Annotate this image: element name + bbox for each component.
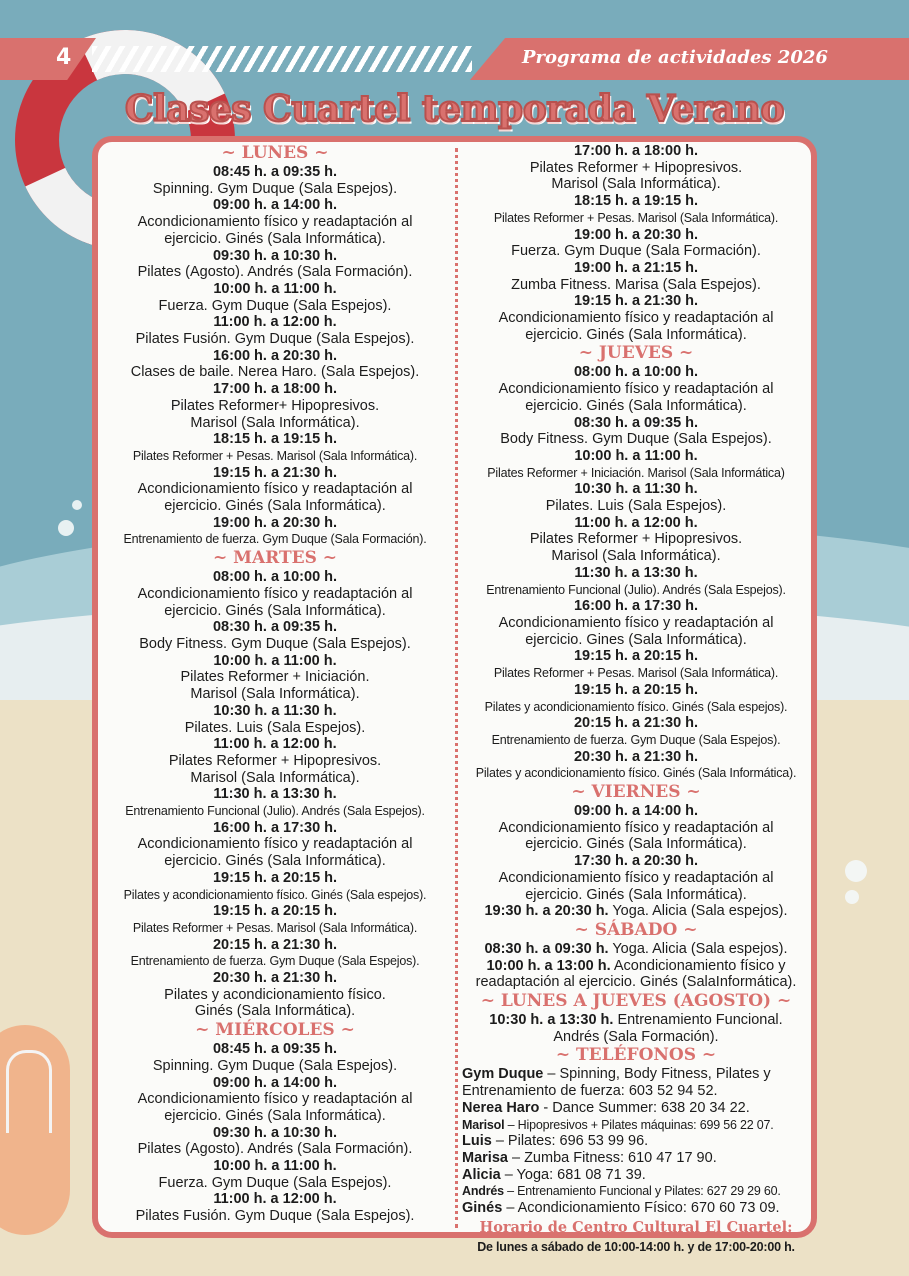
page-number: 4: [56, 45, 72, 70]
time-slot: 10:30 h. a 13:30 h.: [489, 1012, 614, 1029]
bubble-icon: [58, 520, 74, 536]
contact-line: [462, 1117, 810, 1134]
activity-line: Pilates Reformer + Hipopresivos.: [168, 752, 382, 769]
time-slot: 09:00 h. a 14:00 h.: [212, 1074, 338, 1091]
time-slot: 10:30 h. a 11:30 h.: [213, 702, 337, 719]
time-slot: 11:30 h. a 13:30 h.: [574, 564, 698, 581]
header-bar: [0, 38, 909, 80]
time-slot: 10:00 h. a 11:00 h.: [213, 652, 337, 669]
line-text: – Hipopresivos + Pilates máquinas: 699 56 22 07.: [504, 1117, 774, 1132]
time-slot: 16:00 h. a 20:30 h.: [212, 347, 338, 364]
activity-line: ejercicio. Gines (Sala Informática).: [525, 631, 747, 648]
activity-line: Pilates y acondicionamiento físico. Ginés (Sala espejos).: [123, 887, 427, 902]
time-slot: 19:15 h. a 21:30 h.: [212, 464, 338, 481]
activity-line: Entrenamiento de fuerza. Gym Duque (Sala Formación).: [123, 532, 427, 547]
time-slot: 09:00 h. a 14:00 h.: [212, 197, 338, 214]
time-slot: 16:00 h. a 17:30 h.: [573, 598, 699, 615]
decorative-stripes: [92, 46, 472, 72]
time-slot: 17:00 h. a 18:00 h.: [212, 381, 338, 398]
time-slot: 17:30 h. a 20:30 h.: [573, 853, 699, 870]
time-slot: 20:30 h. a 21:30 h.: [212, 970, 338, 987]
flipflop-strap-icon: [6, 1050, 52, 1133]
activity-line: ejercicio. Ginés (Sala Informática).: [164, 1107, 386, 1124]
time-slot: 09:00 h. a 14:00 h.: [573, 803, 699, 820]
activity-line: Entrenamiento de fuerza. Gym Duque (Sala Espejos).: [491, 732, 781, 747]
activity-line: Acondicionamiento físico y readaptación al: [498, 819, 774, 836]
bubble-icon: [72, 500, 82, 510]
column-divider: [455, 148, 458, 1228]
time-slot: 20:15 h. a 21:30 h.: [573, 715, 699, 732]
contact-line: [462, 1066, 810, 1083]
activity-line: Zumba Fitness. Marisa (Sala Espejos).: [511, 276, 761, 293]
activity-line: Pilates y acondicionamiento físico. Ginés (Sala Informática).: [475, 766, 797, 781]
schedule-right-column: [462, 143, 810, 1255]
time-slot: 10:00 h. a 11:00 h.: [213, 1158, 337, 1175]
time-slot: 19:00 h. a 21:15 h.: [573, 259, 699, 276]
day-heading: ~ MIÉRCOLES ~: [195, 1020, 355, 1041]
time-slot: 19:15 h. a 20:15 h.: [573, 648, 699, 665]
line-text: – Pilates: 696 53 99 96.: [491, 1133, 649, 1150]
time-slot: 19:15 h. a 21:30 h.: [573, 293, 699, 310]
day-heading: ~ SÁBADO ~: [574, 919, 698, 940]
activity-line: Pilates (Agosto). Andrés (Sala Formación).: [137, 1141, 413, 1158]
activity-line: Fuerza. Gym Duque (Sala Espejos).: [158, 1174, 392, 1191]
program-title: Programa de actividades 2026: [522, 47, 828, 68]
activity-line: Acondicionamiento físico y readaptación al: [137, 836, 413, 853]
activity-line: Pilates Reformer + Pesas. Marisol (Sala Informática).: [493, 666, 779, 681]
line-text: - Dance Summer: 638 20 34 22.: [539, 1099, 750, 1116]
activity-line: Pilates Fusión. Gym Duque (Sala Espejos).: [135, 331, 415, 348]
activity-line: Pilates Reformer + Pesas. Marisol (Sala Informática).: [132, 448, 418, 463]
time-slot: 08:30 h. a 09:35 h.: [573, 414, 699, 431]
activity-line: ejercicio. Ginés (Sala Informática).: [164, 498, 386, 515]
time-slot: 10:30 h. a 11:30 h.: [574, 481, 698, 498]
activity-line: Pilates (Agosto). Andrés (Sala Formación).: [137, 264, 413, 281]
time-slot: 11:00 h. a 12:00 h.: [213, 736, 337, 753]
day-heading: ~ JUEVES ~: [578, 343, 694, 364]
contact-name: Andrés: [462, 1184, 504, 1199]
time-slot: 11:00 h. a 12:00 h.: [213, 314, 337, 331]
activity-line: ejercicio. Ginés (Sala Informática).: [164, 853, 386, 870]
schedule-left-column: [100, 143, 450, 1225]
activity-line: Pilates y acondicionamiento físico. Ginés (Sala espejos).: [484, 699, 788, 714]
day-heading: ~ VIERNES ~: [571, 782, 701, 803]
hours-text: De lunes a sábado de 10:00-14:00 h. y de 17:00-20:00 h.: [477, 1239, 795, 1254]
contact-name: Luis: [462, 1133, 492, 1150]
day-heading: ~ LUNES A JUEVES (AGOSTO) ~: [480, 991, 792, 1012]
contact-line: [462, 1100, 810, 1117]
time-slot: 10:00 h. a 11:00 h.: [213, 280, 337, 297]
day-heading: ~ MARTES ~: [212, 548, 338, 569]
time-slot: 18:15 h. a 19:15 h.: [573, 193, 699, 210]
activity-line: Pilates Reformer + Pesas. Marisol (Sala Informática).: [132, 920, 418, 935]
activity-line: Acondicionamiento físico y readaptación al: [498, 869, 774, 886]
time-slot: 18:15 h. a 19:15 h.: [212, 431, 338, 448]
contact-name: Alicia: [462, 1166, 501, 1183]
activity-line: Acondicionamiento físico y readaptación al: [137, 214, 413, 231]
activity-line: Body Fitness. Gym Duque (Sala Espejos).: [139, 635, 411, 652]
line-text: – Yoga: 681 08 71 39.: [500, 1166, 646, 1183]
contact-name: Marisol: [462, 1117, 505, 1132]
activity-line: Acondicionamiento físico y readaptación al: [498, 310, 774, 327]
time-slot: 08:45 h. a 09:35 h.: [212, 1041, 338, 1058]
activity-line: ejercicio. Ginés (Sala Informática).: [164, 602, 386, 619]
activity-line: Acondicionamiento físico y readaptación al: [498, 381, 774, 398]
activity-line: Pilates. Luis (Sala Espejos).: [184, 719, 366, 736]
line-text: Entrenamiento de fuerza: 603 52 94 52.: [462, 1083, 718, 1100]
activity-line: Pilates y acondicionamiento físico.: [164, 986, 386, 1003]
activity-line: [462, 941, 810, 958]
hours-title: Horario de Centro Cultural El Cuartel:: [479, 1218, 793, 1236]
activity-line: ejercicio. Ginés (Sala Informática).: [164, 230, 386, 247]
activity-line: Acondicionamiento físico y readaptación al: [137, 585, 413, 602]
bubble-icon: [845, 890, 859, 904]
activity-line: Clases de baile. Nerea Haro. (Sala Espejos).: [130, 364, 420, 381]
time-slot: 08:00 h. a 10:00 h.: [212, 569, 338, 586]
activity-line: Pilates Reformer + Hipopresivos.: [529, 531, 743, 548]
line-text: Acondicionamiento físico y: [610, 957, 786, 974]
activity-line: Acondicionamiento físico y readaptación al: [137, 481, 413, 498]
time-slot: 08:00 h. a 10:00 h.: [573, 364, 699, 381]
time-slot: 19:15 h. a 20:15 h.: [212, 903, 338, 920]
activity-line: ejercicio. Ginés (Sala Informática).: [525, 397, 747, 414]
activity-line: Pilates Reformer + Iniciación. Marisol (Sala Informática): [487, 465, 785, 480]
line-text: – Entrenamiento Funcional y Pilates: 627 29 29 60.: [503, 1184, 781, 1199]
activity-line: Marisol (Sala Informática).: [190, 769, 360, 786]
activity-line: Spinning. Gym Duque (Sala Espejos).: [152, 180, 398, 197]
time-slot: 11:00 h. a 12:00 h.: [574, 514, 698, 531]
activity-line: Marisol (Sala Informática).: [190, 414, 360, 431]
activity-line: Pilates. Luis (Sala Espejos).: [545, 498, 727, 515]
contact-line: [462, 1167, 810, 1184]
activity-line: ejercicio. Ginés (Sala Informática).: [525, 836, 747, 853]
contact-name: Gym Duque: [462, 1066, 544, 1083]
page-title: Clases Cuartel temporada Verano: [124, 88, 785, 130]
page-number-badge: [0, 38, 96, 80]
activity-line: Marisol (Sala Informática).: [190, 686, 360, 703]
activity-line: Body Fitness. Gym Duque (Sala Espejos).: [500, 431, 772, 448]
time-slot: 17:00 h. a 18:00 h.: [573, 143, 699, 159]
time-slot: 08:30 h. a 09:30 h.: [484, 940, 609, 957]
activity-line: Marisol (Sala Informática).: [551, 176, 721, 193]
activity-line: Acondicionamiento físico y readaptación al: [498, 614, 774, 631]
activity-line: Andrés (Sala Formación).: [553, 1028, 719, 1045]
activity-line: Ginés (Sala Informática).: [194, 1003, 356, 1020]
line-text: – Acondicionamiento Físico: 670 60 73 09.: [502, 1200, 780, 1217]
time-slot: 10:00 h. a 13:00 h.: [486, 957, 611, 974]
day-heading: ~ TELÉFONOS ~: [555, 1045, 717, 1066]
time-slot: 19:00 h. a 20:30 h.: [573, 226, 699, 243]
line-text: Entrenamiento Funcional.: [613, 1012, 783, 1029]
time-slot: 20:15 h. a 21:30 h.: [212, 936, 338, 953]
time-slot: 19:00 h. a 20:30 h.: [212, 514, 338, 531]
time-slot: 19:15 h. a 20:15 h.: [212, 869, 338, 886]
activity-line: Entrenamiento Funcional (Julio). Andrés (Sala Espejos).: [486, 582, 786, 597]
bubble-icon: [845, 860, 867, 882]
activity-line: Entrenamiento de fuerza. Gym Duque (Sala Espejos).: [130, 954, 420, 969]
time-slot: 08:30 h. a 09:35 h.: [212, 619, 338, 636]
activity-line: Spinning. Gym Duque (Sala Espejos).: [152, 1057, 398, 1074]
line-text: Yoga. Alicia (Sala espejos).: [608, 903, 788, 920]
time-slot: 10:00 h. a 11:00 h.: [574, 447, 698, 464]
activity-line: Pilates Reformer + Hipopresivos.: [529, 159, 743, 176]
time-slot: 09:30 h. a 10:30 h.: [212, 1124, 338, 1141]
line-text: Yoga. Alicia (Sala espejos).: [608, 940, 788, 957]
time-slot: 19:15 h. a 20:15 h.: [573, 681, 699, 698]
contact-line: [462, 1150, 810, 1167]
line-text: – Zumba Fitness: 610 47 17 90.: [507, 1149, 717, 1166]
activity-line: Fuerza. Gym Duque (Sala Formación).: [511, 243, 761, 260]
contact-name: Ginés: [462, 1200, 503, 1217]
activity-line: Entrenamiento Funcional (Julio). Andrés (Sala Espejos).: [125, 804, 425, 819]
time-slot: 08:45 h. a 09:35 h.: [212, 164, 338, 180]
activity-line: Pilates Reformer + Pesas. Marisol (Sala Informática).: [493, 210, 779, 225]
contact-line: [462, 1083, 810, 1100]
line-text: – Spinning, Body Fitness, Pilates y: [543, 1066, 771, 1083]
activity-line: Fuerza. Gym Duque (Sala Espejos).: [158, 297, 392, 314]
activity-line: Marisol (Sala Informática).: [551, 548, 721, 565]
time-slot: 16:00 h. a 17:30 h.: [212, 819, 338, 836]
activity-line: [462, 958, 810, 975]
activity-line: readaptación al ejercicio. Ginés (SalaInformática).: [475, 974, 797, 991]
activity-line: ejercicio. Ginés (Sala Informática).: [525, 326, 747, 343]
activity-line: ejercicio. Ginés (Sala Informática).: [525, 886, 747, 903]
activity-line: Pilates Fusión. Gym Duque (Sala Espejos).: [135, 1208, 415, 1225]
activity-line: [462, 1012, 810, 1029]
contact-line: [462, 1183, 810, 1200]
time-slot: 19:30 h. a 20:30 h.: [484, 903, 609, 920]
time-slot: 11:00 h. a 12:00 h.: [213, 1191, 337, 1208]
contact-name: Nerea Haro: [462, 1099, 540, 1116]
day-heading: ~ LUNES ~: [221, 143, 329, 163]
activity-line: Pilates Reformer+ Hipopresivos.: [170, 397, 380, 414]
contact-name: Marisa: [462, 1149, 508, 1166]
time-slot: 09:30 h. a 10:30 h.: [212, 247, 338, 264]
activity-line: Acondicionamiento físico y readaptación al: [137, 1091, 413, 1108]
activity-line: [462, 903, 810, 920]
time-slot: 20:30 h. a 21:30 h.: [573, 748, 699, 765]
activity-line: Pilates Reformer + Iniciación.: [180, 669, 370, 686]
time-slot: 11:30 h. a 13:30 h.: [213, 786, 337, 803]
contact-line: [462, 1200, 810, 1217]
contact-line: [462, 1133, 810, 1150]
